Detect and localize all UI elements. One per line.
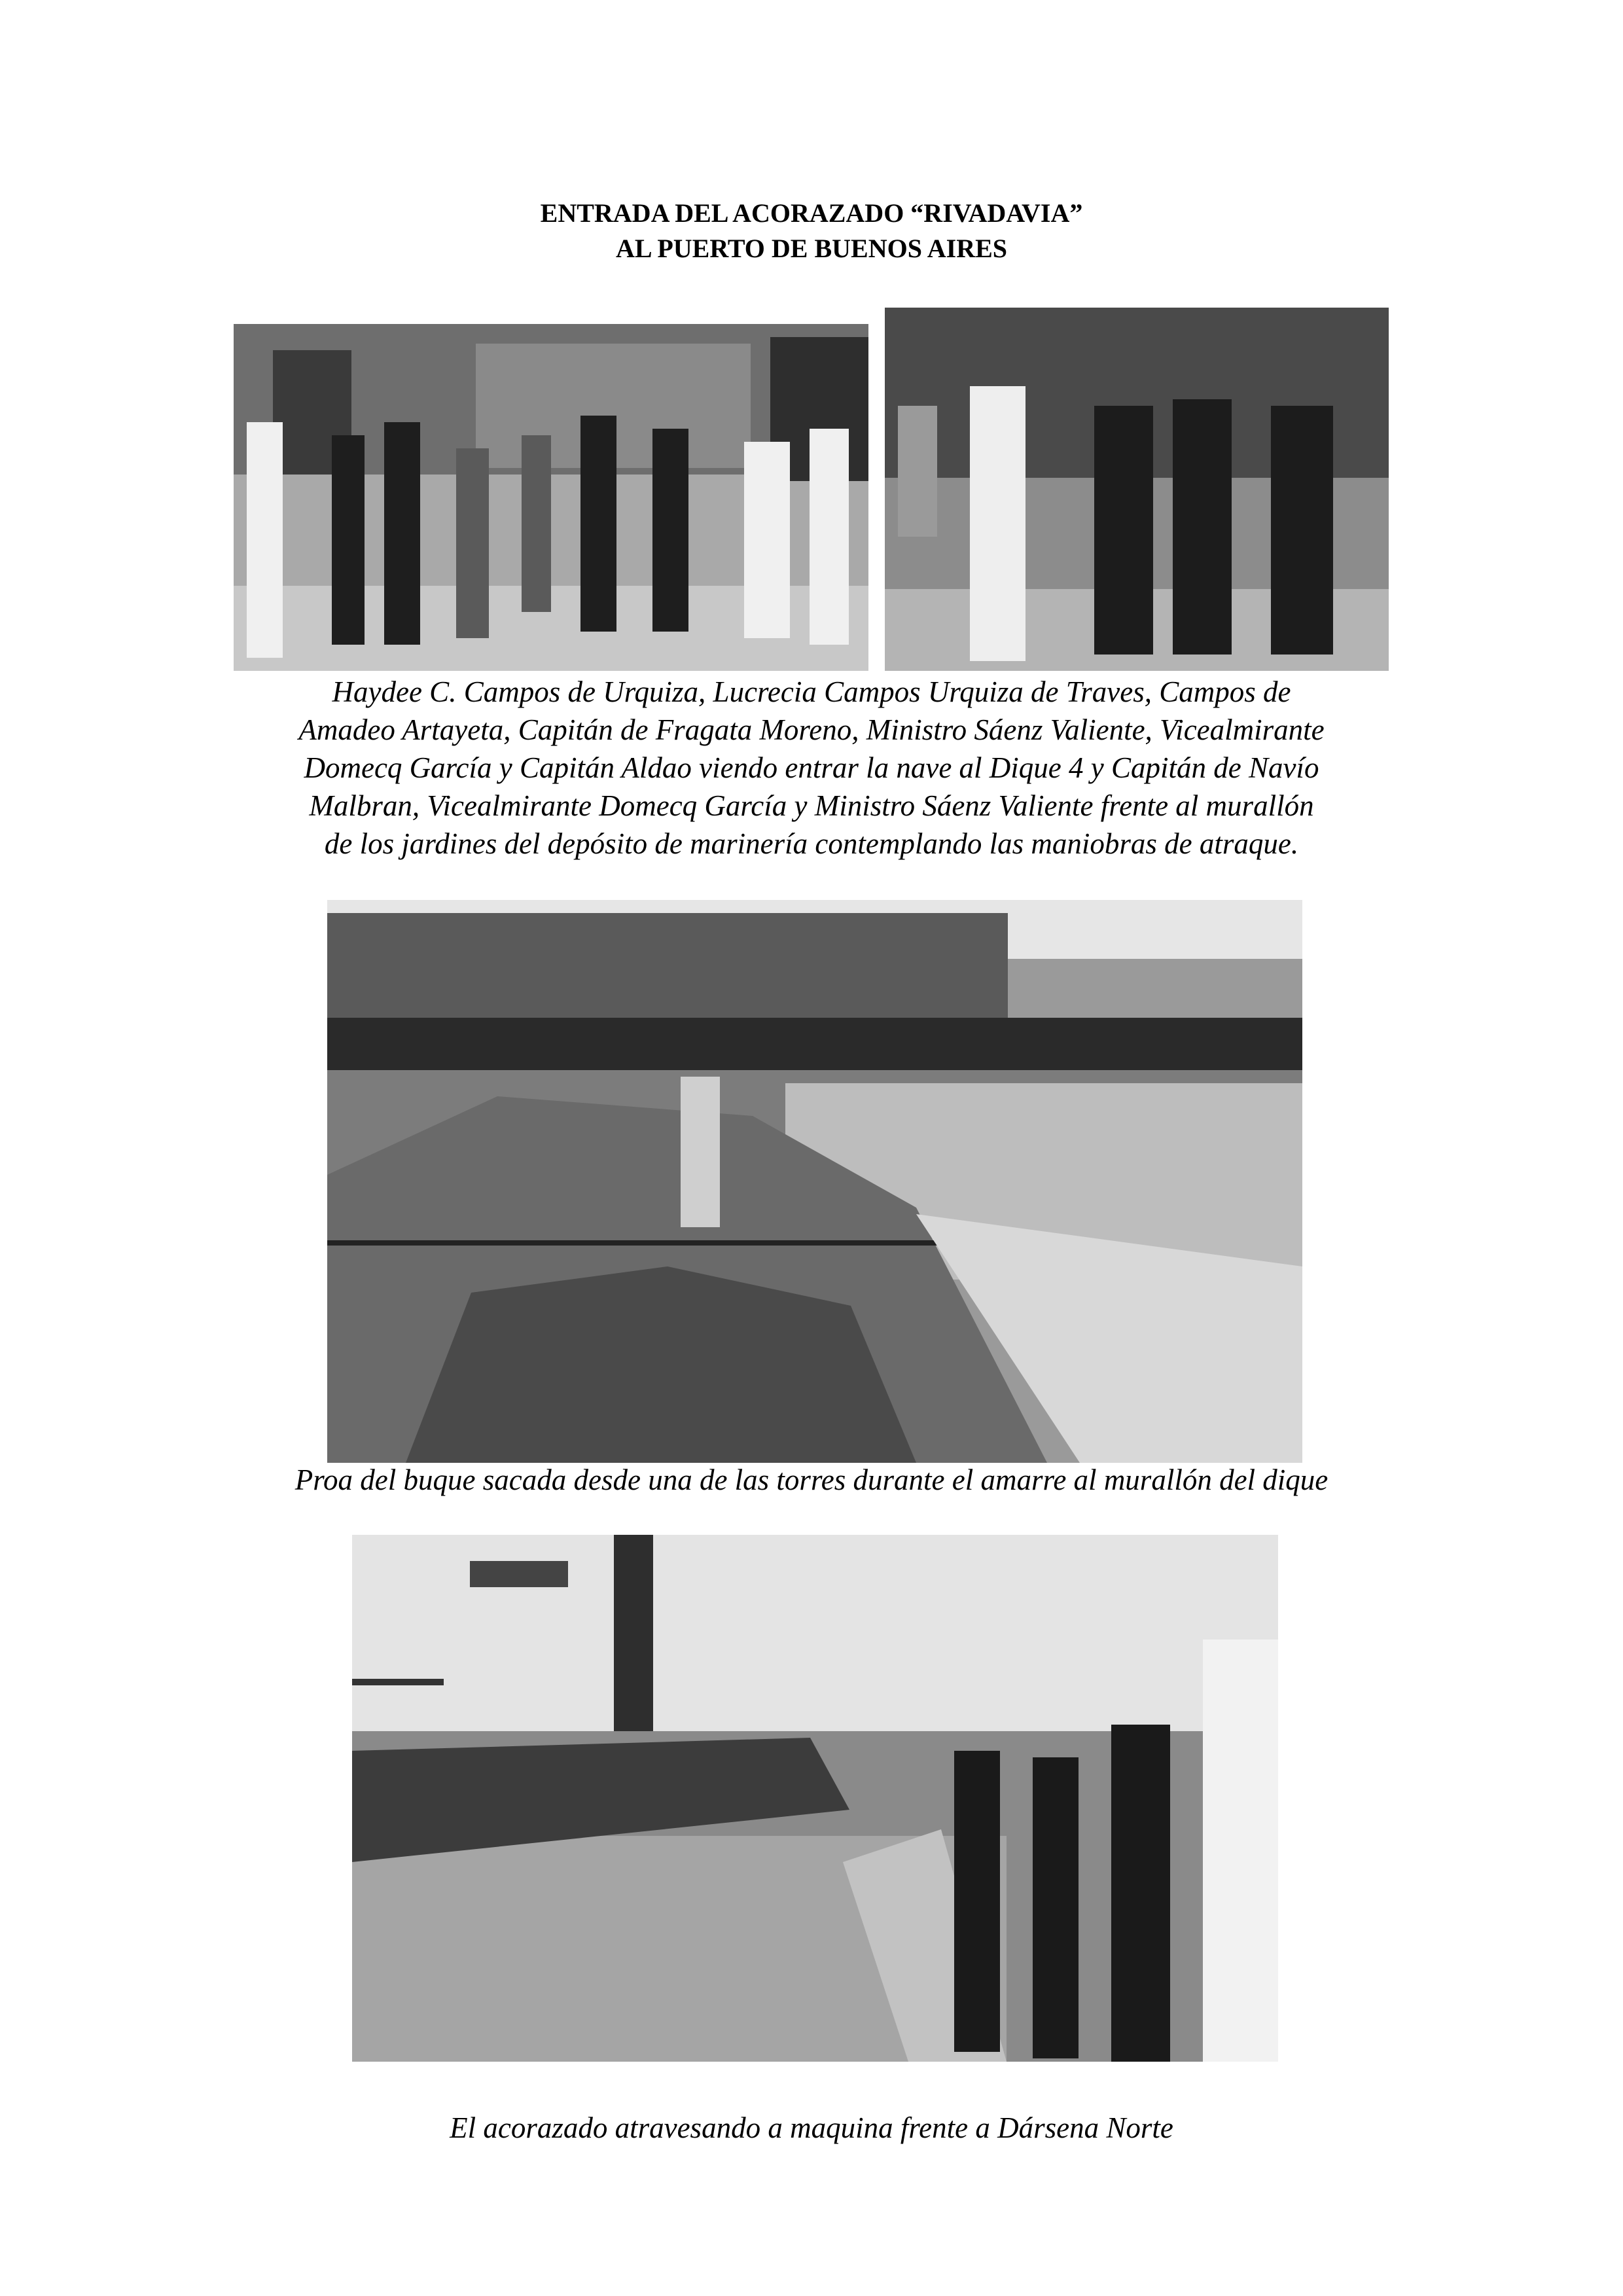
- photo-group-on-pier: [234, 324, 868, 671]
- caption-1-line-3: Domecq García y Capitán Aldao viendo entrar la nave al Dique 4 y Capitán de Navío: [304, 751, 1319, 784]
- title-line-2: AL PUERTO DE BUENOS AIRES: [615, 234, 1008, 263]
- caption-2: Proa del buque sacada desde una de las torres durante el amarre al murallón del dique: [294, 1463, 1329, 1496]
- caption-1-line-5: de los jardines del depósito de marinería contemplando las maniobras de atraque.: [324, 827, 1299, 860]
- caption-1-line-2: Amadeo Artayeta, Capitán de Fragata Moreno, Ministro Sáenz Valiente, Vicealmirante: [298, 713, 1325, 746]
- photo-battleship-darsena-norte-image: [352, 1535, 1278, 2062]
- photo-officials-in-garden-image: [885, 308, 1389, 671]
- caption-1-line-1: Haydee C. Campos de Urquiza, Lucrecia Campos Urquiza de Traves, Campos de: [332, 675, 1291, 708]
- photo-officials-in-garden: [885, 308, 1389, 671]
- photo-battleship-darsena-norte: [352, 1535, 1278, 2062]
- photo-battleship-bow: [327, 900, 1302, 1463]
- caption-3: El acorazado atravesando a maquina frente a Dársena Norte: [450, 2111, 1173, 2144]
- title-line-1: ENTRADA DEL ACORAZADO “RIVADAVIA”: [540, 198, 1083, 228]
- photo-group-on-pier-image: [234, 324, 868, 671]
- photo-battleship-bow-image: [327, 900, 1302, 1463]
- caption-1-line-4: Malbran, Vicealmirante Domecq García y Ministro Sáenz Valiente frente al murallón: [309, 789, 1314, 822]
